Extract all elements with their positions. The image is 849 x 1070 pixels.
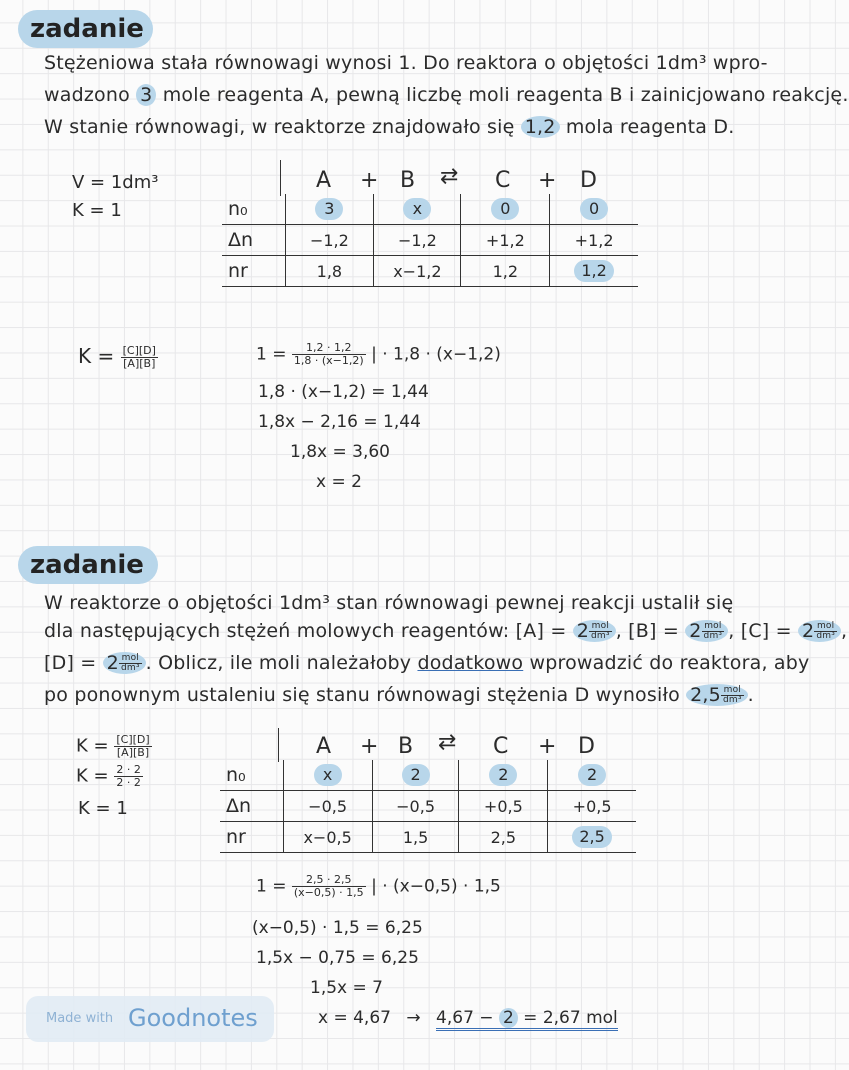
goodnotes-watermark bbox=[26, 996, 274, 1042]
plus-sign: + bbox=[538, 734, 557, 759]
calc2-eq1: 1 = $\frac{2,5 \cdot 2,5}{(x-0,5) \cdot 1,5}$ | · (x−0,5) · 1,5 bbox=[256, 873, 501, 899]
task1-text-line1: Stężeniowa stała równowagi wynosi 1. Do reaktora o objętości 1dm³ wpro- bbox=[44, 52, 768, 74]
calc1-eq2: 1,8 · (x−1,2) = 1,44 bbox=[258, 382, 429, 402]
highlight-conc: 2 $\frac{\text{mol}}{\text{dm³}}$ bbox=[103, 652, 146, 674]
reagent-b: B bbox=[400, 168, 416, 193]
table-divider bbox=[280, 160, 281, 196]
calc1-eq3: 1,8x − 2,16 = 1,44 bbox=[258, 412, 421, 432]
row-label-nr: nr bbox=[228, 260, 248, 282]
cell: 1,2 bbox=[574, 260, 614, 282]
cell: +0,5 bbox=[459, 791, 548, 822]
calc2-eq3: 1,5x − 0,75 = 6,25 bbox=[256, 948, 419, 968]
watermark-prefix: Made with bbox=[46, 1011, 114, 1026]
cell: x−1,2 bbox=[374, 256, 461, 287]
cell: 1,8 bbox=[285, 256, 374, 287]
cell: x bbox=[314, 764, 342, 786]
cell: +1,2 bbox=[461, 225, 550, 256]
k-substitution: K = $\frac{2 \cdot 2}{2 \cdot 2}$ bbox=[76, 763, 141, 789]
given-k: K = 1 bbox=[72, 200, 122, 221]
final-answer: 4,67 − 2 = 2,67 mol bbox=[436, 1008, 618, 1031]
table-divider bbox=[278, 728, 279, 762]
given-volume: V = 1dm³ bbox=[72, 172, 159, 193]
arrow-icon: → bbox=[406, 1008, 421, 1028]
k-formula-2: K = $\frac{[C][D]}{[A][B]}$ bbox=[76, 733, 150, 759]
task2-text-line2: dla następujących stężeń molowych reagentów: [A] = 2 $\frac{\text{mol}}{\text{dm³}}$ , [B] = 2 $\frac{\text{mol}}{\text{dm³}}$ , [C] = 2 $\frac{\text{mol}}{\text{dm³}}$ , bbox=[44, 620, 848, 642]
cell: 0 bbox=[491, 198, 519, 220]
calc2-eq5: x = 4,67 → 4,67 − 2 = 2,67 mol bbox=[318, 1008, 618, 1028]
cell: −1,2 bbox=[374, 225, 461, 256]
task2-text-line1: W reaktorze o objętości 1dm³ stan równowagi pewnej reakcji ustalił się bbox=[44, 592, 734, 614]
equilibrium-arrow: ⇄ bbox=[440, 164, 459, 189]
calc1-eq4: 1,8x = 3,60 bbox=[290, 442, 390, 462]
cell: x bbox=[403, 198, 431, 220]
cell: +1,2 bbox=[550, 225, 638, 256]
highlight-conc: 2 $\frac{\text{mol}}{\text{dm³}}$ bbox=[798, 620, 841, 642]
cell: 3 bbox=[315, 198, 343, 220]
plus-sign: + bbox=[360, 168, 379, 193]
highlight-conc: 2 $\frac{\text{mol}}{\text{dm³}}$ bbox=[685, 620, 728, 642]
reagent-c: C bbox=[493, 734, 509, 759]
reagent-a: A bbox=[316, 734, 332, 759]
cell: −1,2 bbox=[285, 225, 374, 256]
highlight-1-2: 1,2 bbox=[521, 116, 560, 138]
task1-text-line3: W stanie równowagi, w reaktorze znajdowało się 1,2 mola reagenta D. bbox=[44, 116, 735, 138]
cell: 1,2 bbox=[461, 256, 550, 287]
cell: 1,5 bbox=[372, 822, 459, 853]
row-label-delta: Δn bbox=[226, 795, 252, 817]
plus-sign: + bbox=[538, 168, 557, 193]
cell: 2,5 bbox=[459, 822, 548, 853]
ice-table-2 bbox=[220, 760, 636, 853]
highlight-2-5: 2,5 $\frac{\text{mol}}{\text{dm³}}$ bbox=[686, 684, 748, 706]
row-label-delta: Δn bbox=[228, 229, 254, 251]
reagent-b: B bbox=[398, 734, 414, 759]
highlight-conc: 2 $\frac{\text{mol}}{\text{dm³}}$ bbox=[573, 620, 616, 642]
cell: 0 bbox=[580, 198, 608, 220]
cell: 2 bbox=[402, 764, 430, 786]
reagent-c: C bbox=[495, 168, 511, 193]
cell: 2 bbox=[489, 764, 517, 786]
task2-text-line3: [D] = 2 $\frac{\text{mol}}{\text{dm³}}$ . Oblicz, ile moli należałoby dodatkowo wprowadzić do reaktora, aby bbox=[44, 652, 810, 674]
plus-sign: + bbox=[360, 734, 379, 759]
reagent-d: D bbox=[580, 168, 597, 193]
reagent-a: A bbox=[316, 168, 332, 193]
cell: 2 bbox=[578, 764, 606, 786]
row-label-nr: nr bbox=[226, 826, 246, 848]
task1-text-line2: wadzono 3 mole reagenta A, pewną liczbę moli reagenta B i zainicjowano reakcję. bbox=[44, 84, 849, 106]
task1-title: zadanie bbox=[30, 14, 144, 44]
task2-text-line4: po ponownym ustaleniu się stanu równowagi stężenia D wynosiło 2,5 $\frac{\text{mol}}{\text{dm³}}$ . bbox=[44, 684, 754, 706]
highlight-3: 3 bbox=[136, 84, 156, 106]
cell: +0,5 bbox=[548, 791, 636, 822]
calc1-eq5: x = 2 bbox=[316, 472, 362, 492]
ice-table-1 bbox=[222, 194, 638, 287]
calc1-eq1: 1 = $\frac{1,2 \cdot 1,2}{1,8 \cdot (x-1,2)}$ | · 1,8 · (x−1,2) bbox=[256, 341, 501, 367]
cell: −0,5 bbox=[372, 791, 459, 822]
calc2-eq4: 1,5x = 7 bbox=[310, 978, 383, 998]
k-result: K = 1 bbox=[78, 798, 128, 819]
watermark-brand: Goodnotes bbox=[128, 1004, 258, 1032]
cell: x−0,5 bbox=[283, 822, 372, 853]
row-label-n0: n₀ bbox=[226, 764, 246, 786]
equilibrium-arrow: ⇄ bbox=[438, 730, 457, 755]
underlined-word: dodatkowo bbox=[417, 652, 524, 674]
cell: 2,5 bbox=[572, 826, 612, 848]
row-label-n0: n₀ bbox=[228, 198, 248, 220]
k-formula: K = $\frac{[C][D]}{[A][B]}$ bbox=[78, 344, 156, 370]
reagent-d: D bbox=[578, 734, 595, 759]
calc2-eq2: (x−0,5) · 1,5 = 6,25 bbox=[252, 918, 423, 938]
cell: −0,5 bbox=[283, 791, 372, 822]
task2-title: zadanie bbox=[30, 550, 144, 580]
